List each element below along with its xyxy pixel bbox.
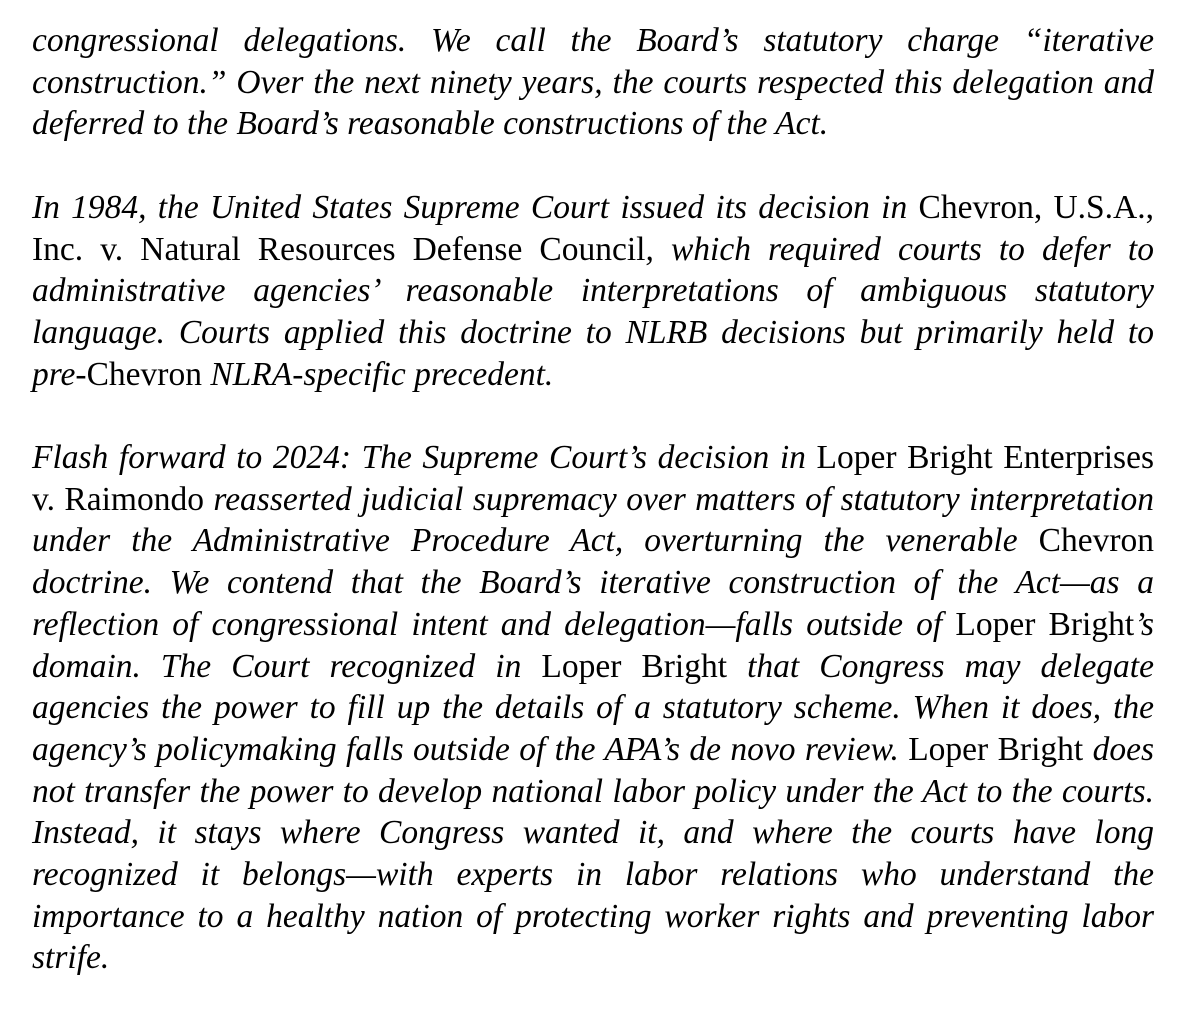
case-name-loper-bright-full: Loper Bright Enterprises v. Raimondo <box>32 439 1154 518</box>
paragraph-loper-bright <box>32 437 1154 979</box>
case-name-chevron: Chevron <box>1038 522 1154 560</box>
text-segment: , which required courts to defer to administrative agencies’ reasonable interpretations of ambiguous statutory language. Courts applied this doctrine to NLRB decisions but primarily held to pre- <box>32 230 1154 393</box>
paragraph-delegation <box>32 20 1154 145</box>
text-segment: reasserted judicial supremacy over matters of statutory interpretation under the Administrative Procedure Act, overturning the venerable <box>32 480 1154 560</box>
case-name-loper-bright: Loper Bright <box>955 605 1135 643</box>
case-name-chevron-full: Chevron, U.S.A., Inc. v. Natural Resources Defense Council <box>32 188 1154 268</box>
text-segment: NLRA-specific precedent. <box>201 355 554 393</box>
text-segment: ’s domain. The Court recognized in <box>32 605 1155 685</box>
text-segment: doctrine. We contend that the Board’s iterative construction of the Act—as a reflection of congressional intent and delegation—falls outside of <box>32 564 1154 643</box>
paragraph-chevron <box>32 187 1154 396</box>
text-segment: In 1984, the United States Supreme Court issued its decision in <box>32 188 919 226</box>
text-segment: does not transfer the power to develop national labor policy under the Act to the courts. Instead, it stays where Congress wanted it, and where the courts have long recognized it belongs—with experts in labor relations who understand the importance to a healthy nation of protecting worker rights and preventing labor strife. <box>32 730 1154 977</box>
text-segment: Flash forward to 2024: The Supreme Court’s decision in <box>32 439 817 476</box>
text-segment: congressional delegations. We call the Board’s statutory charge “iterative construction.” Over the next ninety years, the courts respected this delegation and deferred to the Board’s reasonable constructions of the Act. <box>32 22 1154 143</box>
text-segment: that Congress may delegate agencies the power to fill up the details of a statutory scheme. When it does, the agency’s policymaking falls outside of the APA’s de novo review. <box>32 647 1154 768</box>
case-name-loper-bright: Loper Bright <box>908 730 1084 768</box>
document-body <box>32 20 1154 979</box>
case-name-chevron: Chevron <box>86 355 202 393</box>
case-name-loper-bright: Loper Bright <box>541 647 728 685</box>
